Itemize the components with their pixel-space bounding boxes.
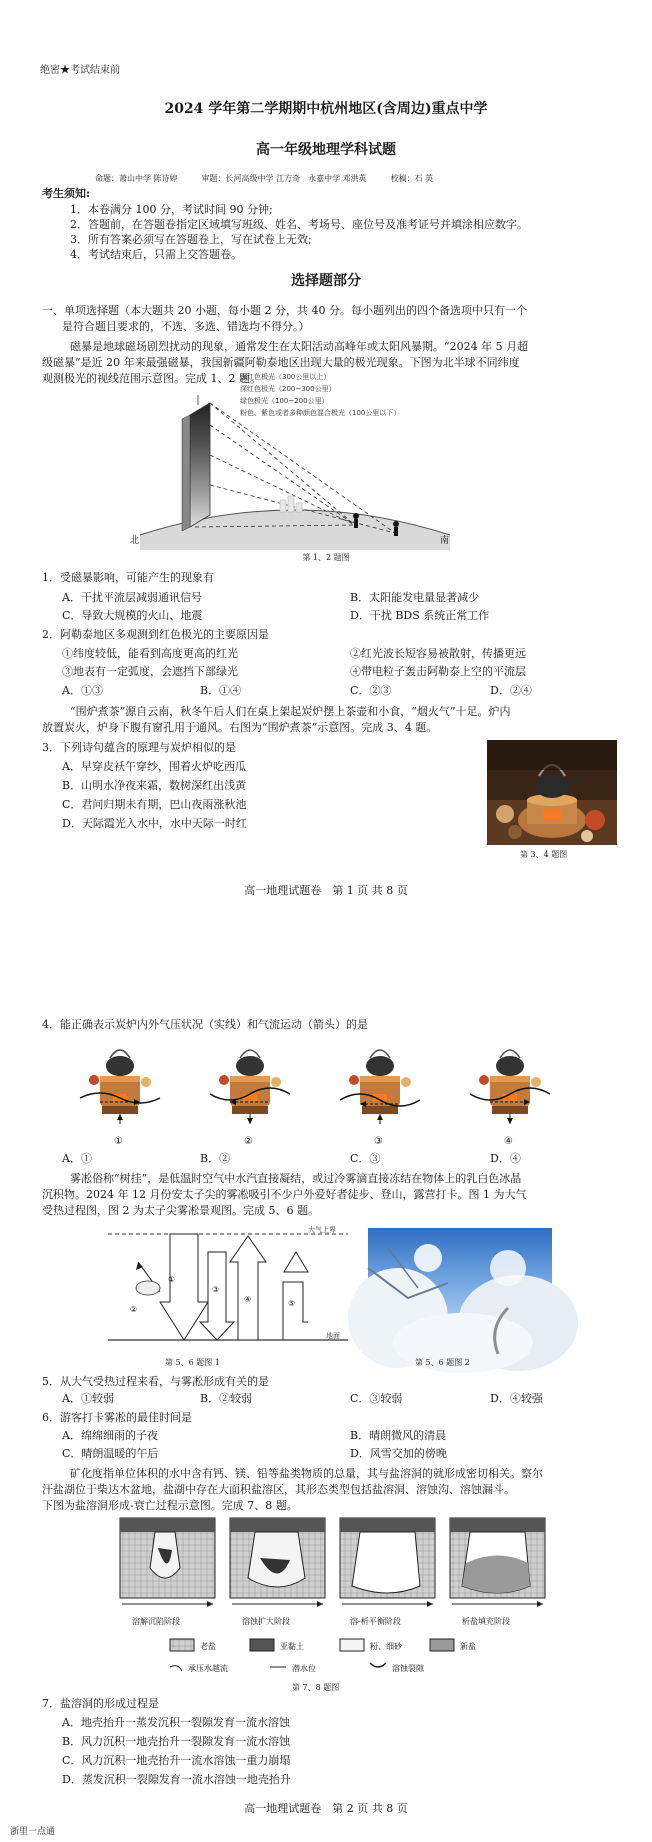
secret-label: 绝密★考试结束前 — [40, 65, 120, 76]
option-d[interactable]: D．风雪交加的傍晚 — [350, 1447, 447, 1460]
option-b[interactable]: B．晴朗微风的清晨 — [350, 1429, 447, 1442]
exam-subtitle: 高一年级地理学科试题 — [256, 142, 396, 158]
exam-title: 2024 学年第二学期期中杭州地区(含周边)重点中学 — [164, 101, 488, 117]
rime-landscape-photo — [368, 1228, 552, 1354]
legend-label: 老盐 — [200, 1642, 216, 1651]
arrow-number: ④ — [244, 1295, 252, 1304]
option-c[interactable]: C．③较弱 — [350, 1392, 403, 1405]
notice-item: 2．答题前，在答题卷指定区域填写班级、姓名、考场号、座位号及准考证号并填涂相应数字。 — [70, 218, 528, 231]
option-d[interactable]: D．蒸发沉积一裂隙发育一流水溶蚀一地壳抬升 — [62, 1773, 291, 1786]
passage-line: 级磁暴”是近 20 年来最强磁暴，我国新疆阿勒泰地区出现大量的极光现象。下图为北半球不同纬度 — [42, 356, 520, 369]
option-c[interactable]: C．③ — [350, 1152, 381, 1165]
passage-line: 矿化度指单位体积的水中含有钙、镁、铅等盐类物质的总量，其与盐溶洞的就形成密切相关。察尔 — [70, 1467, 543, 1480]
option-c[interactable]: C．②③ — [350, 684, 392, 697]
passage-line: 受热过程图，图 2 为太子尖雾凇景观图。完成 5、6 题。 — [42, 1204, 319, 1217]
passage-line: 雾凇俗称“树挂”，是低温时空气中水汽直接凝结，或过冷雾滴直接冻结在物体上的乳白色冰晶 — [70, 1172, 522, 1185]
option-b[interactable]: B．风力沉积一地壳抬升一裂隙发育一流水溶蚀 — [62, 1735, 291, 1748]
legend-label: 亚黏土 — [280, 1642, 304, 1651]
south-label: 南 — [440, 536, 450, 546]
option-b[interactable]: B．①④ — [200, 684, 242, 697]
cave-stage-3 — [340, 1518, 435, 1607]
arrow-number: ① — [168, 1275, 176, 1284]
option-b[interactable]: B．山明水净夜来霜，数树深红出浅黄 — [62, 779, 247, 792]
arrow-number: ③ — [212, 1285, 220, 1294]
passage-line: 汗盐湖位于柴达木盆地，盐湖中存在大面积盐溶区，其形态类型包括盐溶洞、溶蚀沟、溶蚀漏斗。 — [42, 1483, 515, 1496]
section-intro: 是符合题目要求的，不选、多选、错选均不得分。） — [62, 320, 310, 333]
passage-line: “围炉煮茶”源自云南，秋冬午后人们在桌上架起炭炉摆上茶壶和小食，“烟火气”十足。炉内 — [70, 705, 511, 718]
question-stem: 1．受磁暴影响，可能产生的现象有 — [42, 571, 214, 584]
question-stem: 7．盐溶洞的形成过程是 — [42, 1697, 159, 1710]
counter-radiation-arrow — [200, 1252, 234, 1340]
cloud-icon — [136, 1281, 160, 1295]
diagram-label: ① — [114, 1136, 123, 1147]
cave-stage-2 — [230, 1518, 325, 1607]
question-stem: 3．下列诗句蕴含的原理与炭炉相似的是 — [42, 741, 236, 754]
option-a[interactable]: A．绵绵细雨的子夜 — [62, 1429, 158, 1442]
stove-diagram-4 — [470, 1050, 550, 1124]
figure-caption: 第 5、6 题图 1 — [165, 1358, 220, 1367]
watermark: 浙里一点通 — [10, 1827, 56, 1837]
atmosphere-heating-diagram — [108, 1222, 348, 1352]
ground-radiation-arrow — [230, 1236, 266, 1340]
notice-item: 3．所有答案必须写在答题卷上，写在试卷上无效; — [70, 233, 312, 246]
passage-line: 沉积物。2024 年 12 月份安太子尖的雾凇吸引不少户外爱好者徒步、登山，露营打卡。图 1 为大气 — [42, 1188, 527, 1201]
option-b[interactable]: B．② — [200, 1152, 231, 1165]
figure-caption: 第 5、6 题图 2 — [415, 1358, 470, 1367]
upper-atmosphere-label: 大气上界 — [308, 1226, 336, 1234]
figure-caption: 第 1、2 题图 — [302, 553, 350, 562]
question-stem: 2．阿勒泰地区多观测到红色极光的主要原因是 — [42, 628, 269, 641]
question-stem: 4．能正确表示炭炉内外气压状况（实线）和气流运动（箭头）的是 — [42, 1018, 368, 1031]
aurora-label: 绿色极光（100~200公里） — [240, 397, 329, 405]
statement: ①纬度较低，能看到高度更高的红光 — [62, 647, 238, 660]
atmosphere-radiation-arrow — [283, 1282, 308, 1340]
stage-label: 溶-析平衡阶段 — [350, 1617, 401, 1626]
diagram-label: ② — [244, 1136, 253, 1147]
stage-label: 溶解沉陷阶段 — [132, 1617, 180, 1626]
solar-radiation-arrow — [160, 1234, 208, 1340]
figure-caption: 第 3、4 题图 — [520, 850, 568, 859]
arrow-number: ② — [130, 1305, 138, 1314]
passage-line: 下图为盐溶洞形成-衰亡过程示意图。完成 7、8 题。 — [42, 1499, 298, 1512]
page-footer: 高一地理试题卷 第 2 页 共 8 页 — [244, 1802, 408, 1815]
cave-legend — [170, 1637, 530, 1681]
option-c[interactable]: C．风力沉积一地壳抬升一流水溶蚀一重力崩塌 — [62, 1754, 291, 1767]
authors-line: 命题：萧山中学 陈诗婷 审题：长河高级中学 江方奇 永嘉中学 邓洪英 校稿：石 英 — [95, 174, 434, 183]
notice-item: 4．考试结束后，只需上交答题卷。 — [70, 248, 242, 261]
option-a[interactable]: A．①③ — [62, 684, 103, 697]
cave-stage-1 — [120, 1518, 215, 1607]
legend-label: 新盐 — [460, 1642, 476, 1651]
question-stem: 6．游客打卡雾凇的最佳时间是 — [42, 1411, 192, 1424]
figure-caption: 第 7、8 题图 — [292, 1683, 340, 1692]
diagram-label: ④ — [504, 1136, 513, 1147]
tea-stove-photo — [487, 740, 617, 845]
aurora-curtain — [190, 403, 210, 527]
statement: ③地表有一定弧度，会遮挡下部绿光 — [62, 665, 238, 678]
passage-line: 观测极光的视线范围示意图。完成 1、2 题。 — [42, 372, 261, 385]
statement: ②红光波长短容易被散射，传播更远 — [350, 647, 526, 660]
option-b[interactable]: B．太阳能发电量显著减少 — [350, 591, 480, 604]
option-d[interactable]: D．②④ — [490, 684, 532, 697]
stove-diagram-3 — [340, 1050, 420, 1124]
option-c[interactable]: C．晴朗温暖的午后 — [62, 1447, 159, 1460]
diagram-label: ③ — [374, 1136, 383, 1147]
section-title: 选择题部分 — [291, 273, 361, 289]
page-footer: 高一地理试题卷 第 1 页 共 8 页 — [244, 884, 408, 897]
legend-label: 潜水位 — [292, 1664, 316, 1673]
option-c[interactable]: C．导致大规模的火山、地震 — [62, 609, 203, 622]
passage-line: 磁暴是地球磁场剧烈扰动的现象，通常发生在太阳活动高峰年或太阳风暴期。“2024 年 5 月超 — [70, 340, 529, 353]
stove-diagram-1 — [80, 1050, 160, 1124]
aurora-label: 粉色、紫色或者多种颜色混合极光（100公里以下） — [240, 409, 401, 417]
option-c[interactable]: C．君问归期未有期，巴山夜雨涨秋池 — [62, 798, 247, 811]
stage-label: 溶蚀扩大阶段 — [242, 1617, 290, 1626]
option-d[interactable]: D．干扰 BDS 系统正常工作 — [350, 609, 490, 622]
arrow-number: ⑤ — [288, 1299, 296, 1308]
legend-label: 溶蚀裂隙 — [392, 1664, 424, 1673]
stove-diagram-2 — [210, 1050, 290, 1124]
option-a[interactable]: A．① — [62, 1152, 92, 1165]
north-label: 北 — [130, 536, 140, 546]
notice-heading: 考生须知: — [42, 187, 91, 200]
aurora-label: 深红色极光（300公里以上） — [240, 373, 331, 381]
stage-label: 析盐填充阶段 — [462, 1617, 510, 1626]
option-b[interactable]: B．②较弱 — [200, 1392, 253, 1405]
option-d[interactable]: D．④较强 — [490, 1392, 543, 1405]
section-intro: 一、单项选择题（本大题共 20 小题，每小题 2 分，共 40 分。每小题列出的四个备选项中只有一个 — [42, 304, 527, 317]
salt-cave-figure — [120, 1518, 550, 1630]
option-a[interactable]: A．干扰平流层减弱通讯信号 — [62, 591, 202, 604]
ground-label: 地面 — [326, 1332, 340, 1340]
passage-line: 放置炭火，炉身下腹有窗孔用于通风。右图为“围炉煮茶”示意图。完成 3、4 题。 — [42, 721, 438, 734]
statement: ④带电粒子轰击阿勒泰上空的平流层 — [350, 665, 526, 678]
option-a[interactable]: A．①较弱 — [62, 1392, 114, 1405]
option-a[interactable]: A．地壳抬升一蒸发沉积一裂隙发育一流水溶蚀 — [62, 1716, 290, 1729]
notice-item: 1．本卷满分 100 分，考试时间 90 分钟; — [70, 203, 273, 216]
legend-label: 粉、细砂 — [370, 1642, 402, 1651]
aurora-label: 深红色极光（200~300公里） — [240, 385, 336, 393]
option-d[interactable]: D．天际霞光入水中，水中天际一时红 — [62, 817, 247, 830]
option-a[interactable]: A．早穿皮袄午穿纱，围着火炉吃西瓜 — [62, 760, 246, 773]
cave-stage-4 — [450, 1518, 545, 1607]
option-d[interactable]: D．④ — [490, 1152, 521, 1165]
question-stem: 5．从大气受热过程来看，与雾凇形成有关的是 — [42, 1375, 269, 1388]
legend-label: 承压水越流 — [188, 1664, 228, 1673]
